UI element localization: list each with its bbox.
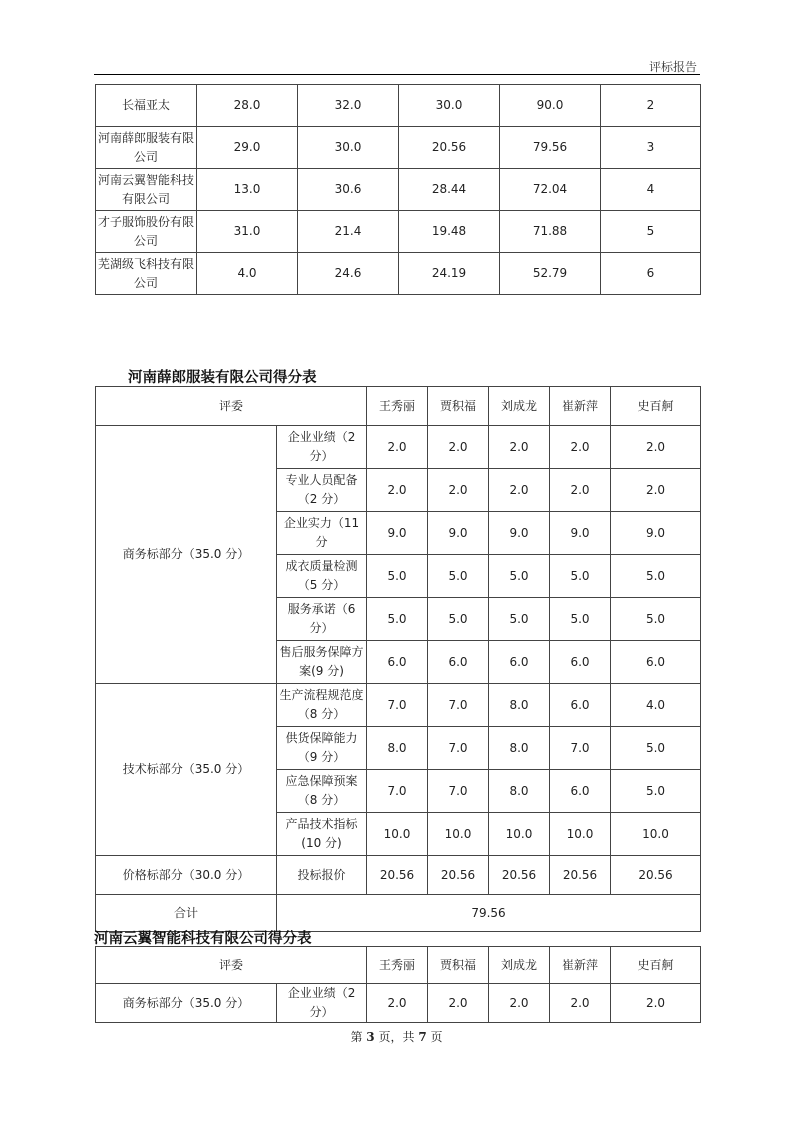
score-cell: 20.56 (550, 856, 611, 895)
report-header-title: 评标报告 (648, 60, 697, 74)
score-cell: 8.0 (489, 727, 550, 770)
footer-page-number: 3 (366, 1030, 375, 1044)
score-cell: 4.0 (197, 253, 298, 295)
footer-suffix: 页 (430, 1030, 443, 1044)
score-cell: 7.0 (428, 770, 489, 813)
score-cell: 24.19 (399, 253, 500, 295)
score-cell: 7.0 (367, 684, 428, 727)
score-cell: 5.0 (489, 555, 550, 598)
company-name-cell: 长福亚太 (96, 85, 197, 127)
score-cell: 4 (601, 169, 701, 211)
score-cell: 9.0 (611, 512, 701, 555)
score-cell: 5.0 (611, 727, 701, 770)
score-cell: 20.56 (611, 856, 701, 895)
score-cell: 5.0 (611, 555, 701, 598)
section-name-cell: 商务标部分（35.0 分） (96, 426, 277, 684)
score-cell: 2.0 (367, 984, 428, 1023)
score-cell: 2.0 (367, 469, 428, 512)
table-row (96, 211, 701, 253)
company-name-cell: 河南薛郎服装有限公司 (96, 127, 197, 169)
score-cell: 31.0 (197, 211, 298, 253)
score-cell: 2 (601, 85, 701, 127)
table-row (96, 984, 701, 1023)
judge-header-row (96, 387, 701, 426)
score-cell: 2.0 (489, 469, 550, 512)
score-cell: 29.0 (197, 127, 298, 169)
judge-label-cell: 评委 (96, 947, 367, 984)
score-cell: 6.0 (489, 641, 550, 684)
criterion-cell: 供货保障能力（9 分） (277, 727, 367, 770)
table-row (96, 856, 701, 895)
score-cell: 20.56 (367, 856, 428, 895)
table-row (96, 169, 701, 211)
score-cell: 6 (601, 253, 701, 295)
judge-name-cell: 刘成龙 (489, 947, 550, 984)
score-cell: 7.0 (550, 727, 611, 770)
score-cell: 2.0 (428, 984, 489, 1023)
score-cell: 90.0 (500, 85, 601, 127)
judge-name-cell: 崔新萍 (550, 387, 611, 426)
score-cell: 13.0 (197, 169, 298, 211)
criterion-cell: 成衣质量检测（5 分） (277, 555, 367, 598)
score-cell: 6.0 (550, 641, 611, 684)
table-row (96, 253, 701, 295)
score-cell: 9.0 (489, 512, 550, 555)
score-cell: 2.0 (550, 984, 611, 1023)
score-cell: 10.0 (428, 813, 489, 856)
footer-mid: 页，共 (378, 1030, 415, 1044)
score-cell: 10.0 (611, 813, 701, 856)
score-cell: 19.48 (399, 211, 500, 253)
judge-name-cell: 王秀丽 (367, 947, 428, 984)
criterion-cell: 投标报价 (277, 856, 367, 895)
score-cell: 5.0 (611, 770, 701, 813)
score-cell: 8.0 (489, 770, 550, 813)
section-name-cell: 技术标部分（35.0 分） (96, 684, 277, 856)
score-cell: 2.0 (367, 426, 428, 469)
score-cell: 30.6 (298, 169, 399, 211)
score-cell: 6.0 (550, 684, 611, 727)
score-cell: 9.0 (367, 512, 428, 555)
company-name-cell: 才子服饰股份有限公司 (96, 211, 197, 253)
judge-name-cell: 刘成龙 (489, 387, 550, 426)
judge-header-row (96, 947, 701, 984)
score-cell: 2.0 (611, 984, 701, 1023)
table-row (96, 85, 701, 127)
score-cell: 5.0 (611, 598, 701, 641)
company-name-cell: 河南云翼智能科技有限公司 (96, 169, 197, 211)
section-name-cell: 价格标部分（30.0 分） (96, 856, 277, 895)
section-name-cell: 商务标部分（35.0 分） (96, 984, 277, 1023)
score-cell: 6.0 (611, 641, 701, 684)
score-cell: 5 (601, 211, 701, 253)
score-cell: 8.0 (489, 684, 550, 727)
score-cell: 9.0 (428, 512, 489, 555)
score-cell: 20.56 (489, 856, 550, 895)
score-cell: 21.4 (298, 211, 399, 253)
criterion-cell: 专业人员配备（2 分） (277, 469, 367, 512)
score-cell: 10.0 (367, 813, 428, 856)
company-name-cell: 芜湖级飞科技有限公司 (96, 253, 197, 295)
criterion-cell: 产品技术指标(10 分) (277, 813, 367, 856)
criterion-cell: 企业实力（11 分 (277, 512, 367, 555)
total-label-cell: 合计 (96, 895, 277, 932)
score-table-2-title: 河南云翼智能科技有限公司得分表 (94, 931, 312, 947)
score-cell: 10.0 (550, 813, 611, 856)
judge-name-cell: 王秀丽 (367, 387, 428, 426)
criterion-cell: 企业业绩（2 分） (277, 984, 367, 1023)
criterion-cell: 服务承诺（6 分） (277, 598, 367, 641)
score-cell: 30.0 (399, 85, 500, 127)
score-cell: 24.6 (298, 253, 399, 295)
score-cell: 2.0 (550, 426, 611, 469)
score-table-2 (95, 946, 701, 1023)
score-cell: 5.0 (428, 598, 489, 641)
judge-name-cell: 贾积福 (428, 947, 489, 984)
score-cell: 72.04 (500, 169, 601, 211)
judge-name-cell: 崔新萍 (550, 947, 611, 984)
score-cell: 30.0 (298, 127, 399, 169)
score-cell: 2.0 (489, 984, 550, 1023)
footer-total-pages: 7 (418, 1030, 427, 1044)
total-value-cell: 79.56 (277, 895, 701, 932)
criterion-cell: 应急保障预案（8 分） (277, 770, 367, 813)
score-cell: 10.0 (489, 813, 550, 856)
judge-name-cell: 史百舸 (611, 387, 701, 426)
score-cell: 2.0 (611, 426, 701, 469)
score-cell: 7.0 (428, 727, 489, 770)
score-cell: 2.0 (428, 469, 489, 512)
score-cell: 7.0 (428, 684, 489, 727)
score-cell: 20.56 (399, 127, 500, 169)
judge-name-cell: 史百舸 (611, 947, 701, 984)
score-cell: 79.56 (500, 127, 601, 169)
score-cell: 4.0 (611, 684, 701, 727)
criterion-cell: 生产流程规范度（8 分） (277, 684, 367, 727)
score-cell: 5.0 (489, 598, 550, 641)
score-cell: 2.0 (489, 426, 550, 469)
total-row (96, 895, 701, 932)
table-row (96, 127, 701, 169)
footer-prefix: 第 (350, 1030, 363, 1044)
table-row (96, 426, 701, 469)
page-footer (0, 1028, 793, 1045)
score-cell: 9.0 (550, 512, 611, 555)
score-cell: 7.0 (367, 770, 428, 813)
score-cell: 32.0 (298, 85, 399, 127)
score-cell: 5.0 (367, 555, 428, 598)
score-cell: 8.0 (367, 727, 428, 770)
summary-ranking-table (95, 84, 701, 295)
score-cell: 71.88 (500, 211, 601, 253)
score-cell: 52.79 (500, 253, 601, 295)
score-cell: 5.0 (550, 555, 611, 598)
score-table-1 (95, 386, 701, 932)
score-cell: 5.0 (367, 598, 428, 641)
score-cell: 6.0 (367, 641, 428, 684)
criterion-cell: 售后服务保障方案(9 分) (277, 641, 367, 684)
score-table-1-title: 河南薛郎服装有限公司得分表 (128, 370, 317, 386)
header-divider (94, 74, 700, 75)
criterion-cell: 企业业绩（2 分） (277, 426, 367, 469)
score-cell: 28.0 (197, 85, 298, 127)
score-cell: 28.44 (399, 169, 500, 211)
judge-name-cell: 贾积福 (428, 387, 489, 426)
judge-label-cell: 评委 (96, 387, 367, 426)
score-cell: 6.0 (550, 770, 611, 813)
score-cell: 6.0 (428, 641, 489, 684)
score-cell: 5.0 (428, 555, 489, 598)
score-cell: 20.56 (428, 856, 489, 895)
score-cell: 3 (601, 127, 701, 169)
score-cell: 2.0 (550, 469, 611, 512)
score-cell: 2.0 (428, 426, 489, 469)
score-cell: 5.0 (550, 598, 611, 641)
table-row (96, 684, 701, 727)
score-cell: 2.0 (611, 469, 701, 512)
